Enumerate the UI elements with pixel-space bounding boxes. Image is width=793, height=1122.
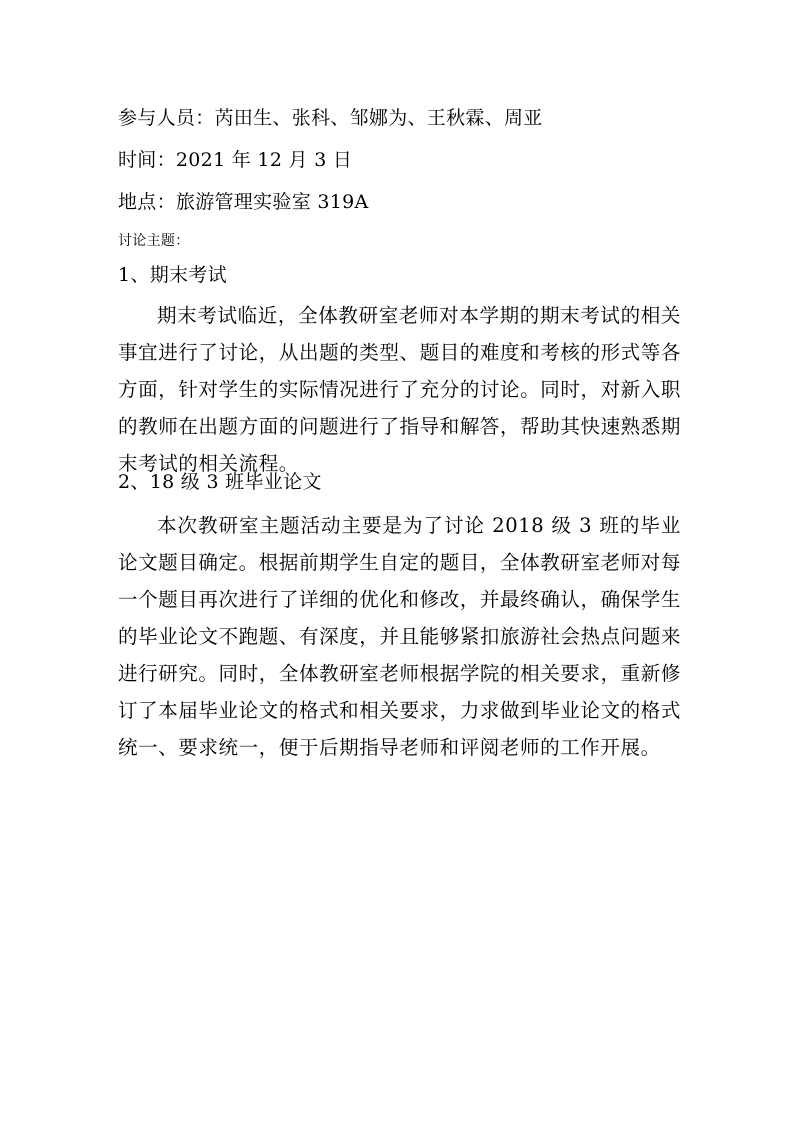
time-line: 时间：2021 年 12 月 3 日 [118,149,353,171]
participants-line: 参与人员：芮田生、张科、邹娜为、王秋霖、周亚 [118,107,543,129]
location-line: 地点：旅游管理实验室 319A [118,191,369,213]
section-2-body: 本次教研室主题活动主要是为了讨论 2018 级 3 班的毕业论文题目确定。根据前期学生自定的题目，全体教研室老师对每一个题目再次进行了详细的优化和修改，并最终确认，确保学生的毕业论文不跑题、有深度，并且能够紧扣旅游社会热点问题来进行研究。同时，全体教研室老师根据学院的相关要求，重新修订了本届毕业论文的格式和相关要求，力求做到毕业论文的格式统一、要求统一，便于后期指导老师和评阅老师的工作开展。 [118,514,681,759]
section-2-heading: 2、18 级 3 班毕业论文 [118,471,322,493]
section-1-body: 期末考试临近，全体教研室老师对本学期的期末考试的相关事宜进行了讨论，从出题的类型、题目的难度和考核的形式等各方面，针对学生的实际情况进行了充分的讨论。同时，对新入职的教师在出题方面的问题进行了指导和解答，帮助其快速熟悉期末考试的相关流程。 [118,304,681,475]
topics-label: 讨论主题： [118,233,190,249]
section-1-heading: 1、期末考试 [118,264,227,286]
